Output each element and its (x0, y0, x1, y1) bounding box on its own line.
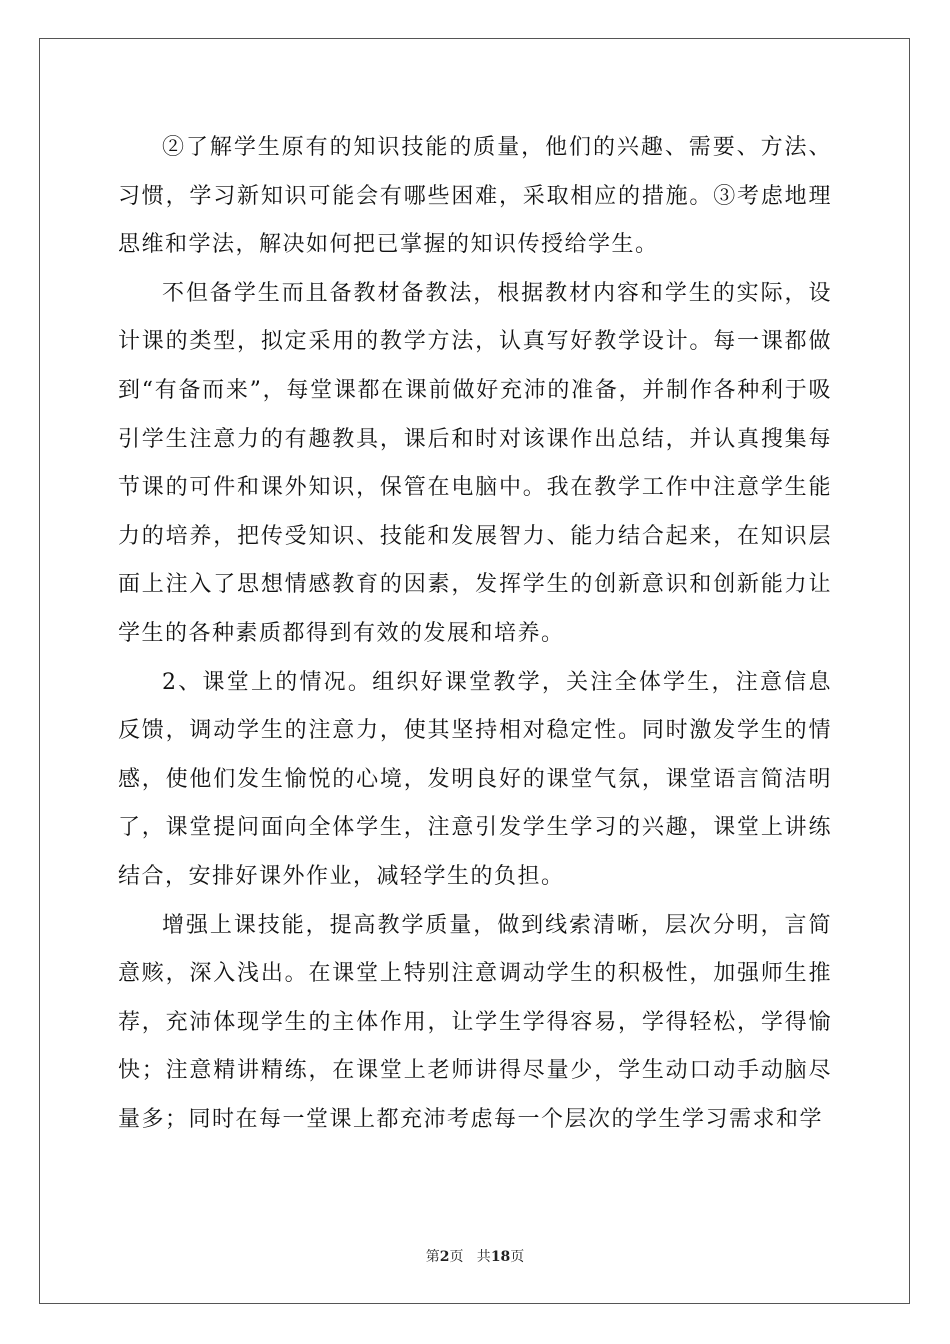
paragraph-3: 2、课堂上的情况。组织好课堂教学，关注全体学生，注意信息反馈，调动学生的注意力，使其坚持相对稳定性。同时激发学生的情感，使他们发生愉悦的心境，发明良好的课堂气氛，课堂语言简洁明了，课堂提问面向全体学生，注意引发学生学习的兴趣，课堂上讲练结合，安排好课外作业，减轻学生的负担。 (118, 669, 832, 889)
footer-total-pages: 18 (490, 1249, 511, 1265)
paragraph-2: 不但备学生而且备教材备教法，根据教材内容和学生的实际，设计课的类型，拟定采用的教学方法，认真写好教学设计。每一课都做到“有备而来”，每堂课都在课前做好充沛的准备，并制作各种利于吸引学生注意力的有趣教具，课后和时对该课作出总结，并认真搜集每节课的可件和课外知识，保管在电脑中。我在教学工作中注意学生能力的培养，把传受知识、技能和发展智力、能力结合起来，在知识层面上注入了思想情感教育的因素，发挥学生的创新意识和创新能力让学生的各种素质都得到有效的发展和培养。 (118, 280, 832, 646)
footer-current-page: 2 (439, 1249, 450, 1265)
footer-suffix: 页 (510, 1249, 525, 1265)
paragraph-4: 增强上课技能，提高教学质量，做到线索清晰，层次分明，言简意赅，深入浅出。在课堂上特别注意调动学生的积极性，加强师生推荐，充沛体现学生的主体作用，让学生学得容易，学得轻松，学得愉快；注意精讲精练，在课堂上老师讲得尽量少，学生动口动手动脑尽量多；同时在每一堂课上都充沛考虑每一个层次的学生学习需求和学 (118, 912, 832, 1132)
footer-middle: 页 共 (449, 1249, 491, 1265)
document-body (118, 124, 832, 1144)
page-footer (0, 1246, 950, 1266)
paragraph-1: ②了解学生原有的知识技能的质量，他们的兴趣、需要、方法、习惯，学习新知识可能会有哪些困难，采取相应的措施。③考虑地理思维和学法，解决如何把已掌握的知识传授给学生。 (118, 135, 832, 258)
footer-prefix: 第 (425, 1249, 440, 1265)
